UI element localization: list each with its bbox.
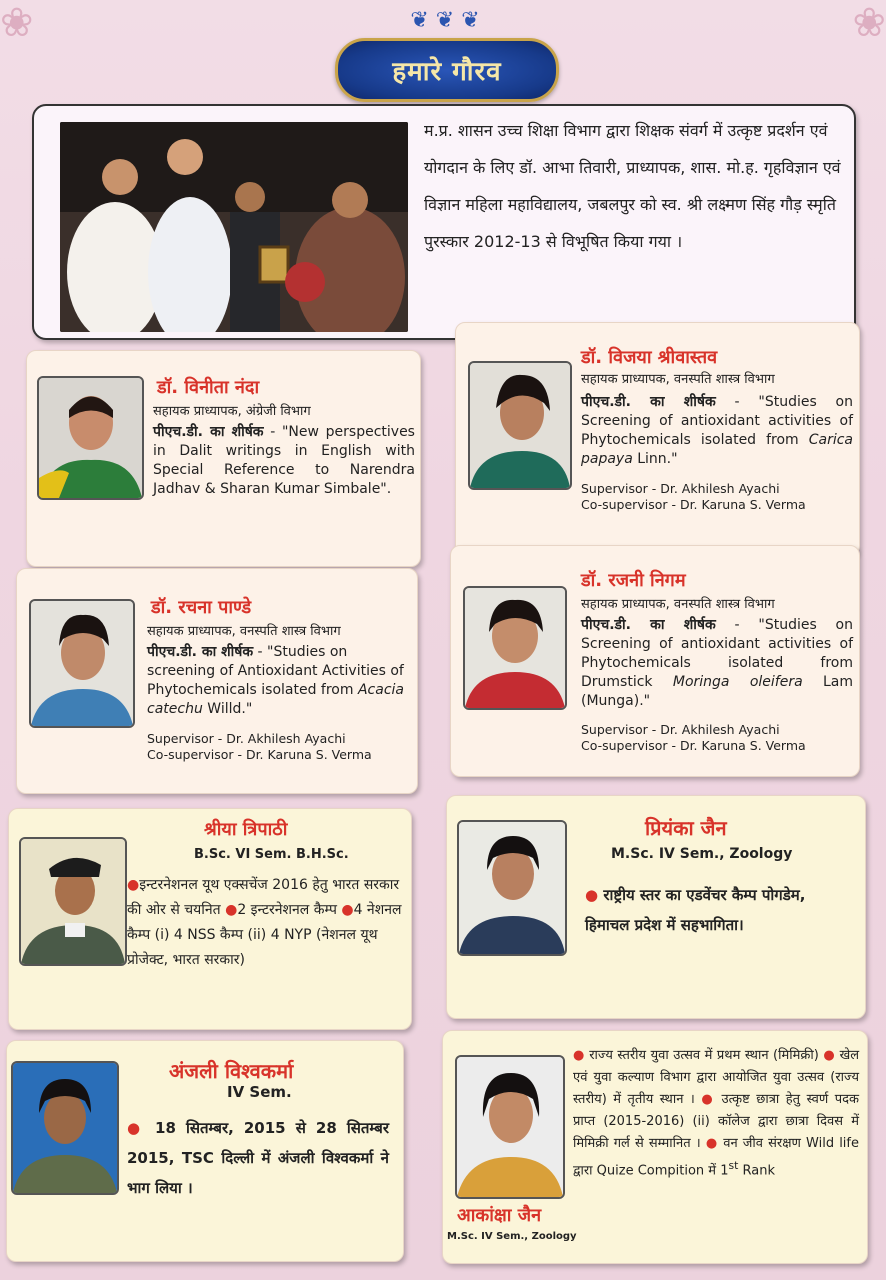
- thesis-label: पीएच.डी. का शीर्षक: [581, 617, 716, 633]
- photo-shriya-tripathi: [19, 837, 127, 966]
- achievements-anjali: [127, 1113, 389, 1203]
- achievement-3: 4 नेशनल कैम्प (i) 4 NSS कैम्प (ii) 4 NYP (नेशनल यूथ प्रोजेक्ट, भारत सरकार): [127, 902, 402, 968]
- thesis-rajni-nigam: [581, 616, 853, 711]
- achievement-1: राज्य स्तरीय युवा उत्सव में प्रथम स्थान (मिमिक्री): [589, 1048, 819, 1063]
- thesis-vinita-nanda: [153, 423, 415, 499]
- supervisor-rajni: Supervisor - Dr. Akhilesh Ayachi: [581, 722, 780, 737]
- card-vijaya-shrivastava: [455, 322, 860, 556]
- achievement-2: खेल एवं युवा कल्याण विभाग द्वारा आयोजित युवा उत्सव (राज्य स्तरीय) में तृतीय स्थान ।: [573, 1048, 860, 1107]
- card-priyanka-jain: [446, 795, 866, 1019]
- name-rachna-pandey: डॉ. रचना पाण्डे: [151, 597, 252, 618]
- achievement-1: 18 सितम्बर, 2015 से 28 सितम्बर 2015, TSC दिल्ली में अंजली विश्वकर्मा ने भाग लिया ।: [127, 1119, 389, 1197]
- award-ceremony-photo: [60, 122, 408, 332]
- photo-akanksha-jain: [455, 1055, 565, 1199]
- thesis-label: पीएच.डी. का शीर्षक: [147, 644, 254, 660]
- achievement-1: इन्टरनेशनल यूथ एक्सचेंज 2016 हेतु भारत सरकार की ओर से चयनित: [127, 877, 400, 918]
- rank-superscript: st: [728, 1159, 739, 1172]
- bullet-icon: ●: [701, 1092, 716, 1107]
- cosupervisor-rachna: Co-supervisor - Dr. Karuna S. Verma: [147, 747, 372, 762]
- photo-vijaya-shrivastava: [468, 361, 572, 490]
- thesis-rachna-pandey: [147, 643, 412, 719]
- thesis-species: Carica papaya: [581, 432, 853, 467]
- thesis-species: Acacia catechu: [147, 682, 404, 717]
- card-shriya-tripathi: [8, 808, 412, 1030]
- card-rajni-nigam: [450, 545, 860, 777]
- course-shriya-tripathi: B.Sc. VI Sem. B.H.Sc.: [194, 847, 349, 862]
- feature-text: म.प्र. शासन उच्च शिक्षा विभाग द्वारा शिक्षक संवर्ग में उत्कृष्ट प्रदर्शन एवं योगदान के लिए डॉ. आभा तिवारी, प्राध्यापक, शास. मो.ह. गृहविज्ञान एवं विज्ञान महिला महाविद्यालय, जबलपुर को स्व. श्री लक्ष्मण सिंह गौड़ स्मृति पुरस्कार 2012-13 से विभूषित किया गया ।: [424, 121, 841, 251]
- name-anjali-vishwakarma: अंजली विश्वकर्मा: [169, 1059, 294, 1083]
- thesis-text: - "Studies on screening of Antioxidant Activities of Phytochemicals isolated from: [147, 644, 404, 698]
- card-anjali-vishwakarma: [6, 1040, 404, 1262]
- course-akanksha-jain: M.Sc. IV Sem., Zoology: [447, 1231, 577, 1242]
- thesis-text: - "Studies on Screening of antioxidant activities of Phytochemicals isolated from Drumstick: [581, 617, 853, 690]
- bullet-icon: ●: [341, 902, 354, 918]
- achievement-4: वन जीव संरक्षण Wild life द्वारा Quize Compition में 1: [573, 1136, 859, 1179]
- thesis-end: Linn.": [632, 451, 678, 467]
- name-vijaya-shrivastava: डॉ. विजया श्रीवास्तव: [581, 347, 718, 368]
- rank-end: Rank: [738, 1163, 775, 1179]
- bullet-icon: ●: [225, 902, 238, 918]
- thesis-label: पीएच.डी. का शीर्षक: [153, 424, 264, 440]
- achievement-1: राष्ट्रीय स्तर का एडवेंचर कैम्प पोगडेम, हिमाचल प्रदेश में सहभागिता।: [585, 886, 806, 934]
- supervisor-vijaya: Supervisor - Dr. Akhilesh Ayachi: [581, 481, 780, 496]
- bullet-icon: ●: [705, 1136, 719, 1151]
- card-vinita-nanda: [26, 350, 421, 567]
- thesis-species: Moringa oleifera: [672, 674, 803, 690]
- page-title-banner: [335, 38, 559, 102]
- bullet-icon: ●: [127, 1119, 145, 1137]
- floral-corner-right: ❀: [852, 0, 886, 46]
- name-rajni-nigam: डॉ. रजनी निगम: [581, 570, 686, 591]
- dept-rajni-nigam: सहायक प्राध्यापक, वनस्पति शास्त्र विभाग: [581, 597, 775, 612]
- card-rachna-pandey: [16, 568, 418, 794]
- thesis-end: Willd.": [202, 701, 253, 717]
- achievements-akanksha: [573, 1045, 859, 1182]
- thesis-text: - "New perspectives in Dalit writings in English with Special Reference to Narendra Jadhav & Sharan Kumar Simbale".: [153, 424, 415, 497]
- course-anjali-vishwakarma: IV Sem.: [227, 1083, 292, 1101]
- name-akanksha-jain: आकांक्षा जैन: [457, 1205, 542, 1226]
- thesis-label: पीएच.डी. का शीर्षक: [581, 394, 716, 410]
- name-priyanka-jain: प्रियंका जैन: [645, 816, 727, 840]
- cosupervisor-vijaya: Co-supervisor - Dr. Karuna S. Verma: [581, 497, 806, 512]
- header-ornament: ❦ ❦ ❦: [410, 8, 480, 33]
- bullet-icon: ●: [127, 877, 140, 893]
- thesis-vijaya-shrivastava: [581, 393, 853, 469]
- card-akanksha-jain: [442, 1030, 868, 1264]
- floral-corner-left: ❀: [0, 0, 34, 46]
- bullet-icon: ●: [573, 1048, 585, 1063]
- achievements-shriya: [127, 873, 405, 973]
- name-vinita-nanda: डॉ. विनीता नंदा: [157, 377, 260, 398]
- name-shriya-tripathi: श्रीया त्रिपाठी: [204, 819, 288, 840]
- cosupervisor-rajni: Co-supervisor - Dr. Karuna S. Verma: [581, 738, 806, 753]
- achievement-2: 2 इन्टरनेशनल कैम्प: [237, 902, 337, 918]
- photo-anjali-vishwakarma: [11, 1061, 119, 1195]
- feature-card: [32, 104, 856, 340]
- achievement-3: उत्कृष्ट छात्रा हेतु स्वर्ण पदक प्राप्त (2015-2016) (ii) कॉलेज द्वारा छात्रा दिवस में मिमिक्री गर्ल से सम्मानित ।: [573, 1092, 860, 1151]
- bullet-icon: ●: [585, 886, 599, 904]
- thesis-end: Lam (Munga).": [581, 674, 853, 709]
- thesis-text: - "Studies on Screening of antioxidant activities of Phytochemicals isolated from: [581, 394, 853, 448]
- course-priyanka-jain: M.Sc. IV Sem., Zoology: [611, 846, 793, 862]
- dept-vijaya-shrivastava: सहायक प्राध्यापक, वनस्पति शास्त्र विभाग: [581, 372, 775, 387]
- supervisor-rachna: Supervisor - Dr. Akhilesh Ayachi: [147, 731, 346, 746]
- photo-rachna-pandey: [29, 599, 135, 728]
- dept-rachna-pandey: सहायक प्राध्यापक, वनस्पति शास्त्र विभाग: [147, 624, 341, 639]
- page-title: हमारे गौरव: [392, 57, 502, 87]
- photo-vinita-nanda: [37, 376, 144, 500]
- photo-priyanka-jain: [457, 820, 567, 956]
- bullet-icon: ●: [823, 1048, 836, 1063]
- photo-rajni-nigam: [463, 586, 567, 710]
- dept-vinita-nanda: सहायक प्राध्यापक, अंग्रेजी विभाग: [153, 404, 311, 419]
- achievements-priyanka: [585, 880, 847, 940]
